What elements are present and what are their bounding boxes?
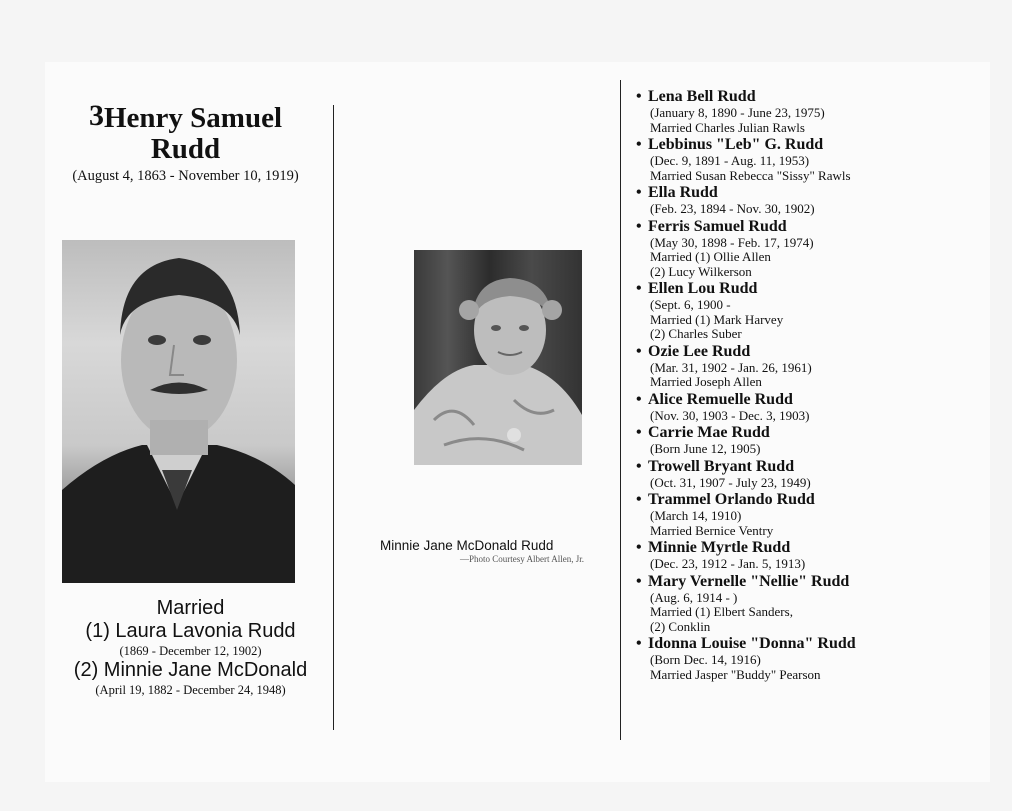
child-name-text: Lena Bell Rudd — [648, 88, 756, 105]
child-name-text: Trammel Orlando Rudd — [648, 491, 815, 508]
list-item — [636, 136, 936, 183]
child-name — [636, 491, 936, 509]
child-name-text: Minnie Myrtle Rudd — [648, 539, 791, 556]
child-detail: (Nov. 30, 1903 - Dec. 3, 1903) — [650, 407, 810, 423]
child-name — [636, 88, 936, 106]
child-name-text: Ferris Samuel Rudd — [648, 217, 787, 235]
spouse-1-dates: (1869 - December 12, 1902) — [119, 644, 262, 658]
child-name-text: Trowell Bryant Rudd — [648, 457, 795, 475]
child-name — [636, 136, 936, 154]
child-name-text: Ozie Lee Rudd — [648, 342, 751, 360]
list-item — [636, 539, 936, 572]
list-item — [636, 343, 936, 390]
child-detail: (Mar. 31, 1902 - Jan. 26, 1961) — [650, 359, 812, 375]
child-name-text: Mary Vernelle "Nellie" Rudd — [648, 572, 850, 590]
bullet-icon: • — [636, 217, 642, 235]
child-name — [636, 458, 936, 476]
children-list — [636, 88, 936, 683]
child-name — [636, 635, 936, 653]
child-detail: (Born Dec. 14, 1916) — [650, 652, 761, 667]
caption-credit: —Photo Courtesy Albert Allen, Jr. — [459, 554, 584, 564]
list-item — [636, 573, 936, 635]
list-item — [636, 391, 936, 424]
married-heading: Married — [156, 597, 225, 619]
child-name — [636, 539, 936, 557]
child-detail: (Aug. 6, 1914 - ) — [650, 589, 738, 605]
subject-dates: (August 4, 1863 - November 10, 1919) — [72, 168, 299, 184]
child-name-text: Ella Rudd — [648, 184, 718, 201]
child-detail: (Sept. 6, 1900 - — [650, 297, 731, 312]
bullet-icon: • — [636, 457, 642, 475]
bullet-icon: • — [636, 184, 642, 201]
child-name — [636, 184, 936, 202]
child-name — [636, 391, 936, 409]
child-detail: Married (1) Elbert Sanders, — [650, 604, 793, 619]
child-name — [636, 573, 936, 591]
child-detail: Married Charles Julian Rawls — [650, 119, 805, 135]
bullet-icon: • — [636, 491, 642, 508]
child-detail: Married (1) Ollie Allen — [650, 249, 771, 264]
child-name-text: Ellen Lou Rudd — [648, 280, 758, 297]
child-detail: (Born June 12, 1905) — [650, 441, 761, 456]
portrait-henry-illustration — [62, 240, 295, 583]
list-item — [636, 218, 936, 280]
child-name-text: Idonna Louise "Donna" Rudd — [648, 635, 856, 652]
bullet-icon: • — [636, 635, 642, 652]
column-divider-left — [333, 105, 334, 730]
list-item — [636, 458, 936, 491]
child-name-text: Lebbinus "Leb" G. Rudd — [648, 136, 824, 153]
child-name — [636, 218, 936, 236]
child-detail: (2) Charles Suber — [650, 326, 742, 341]
subject-name — [48, 100, 323, 165]
bullet-icon: • — [636, 572, 642, 590]
child-detail: (2) Conklin — [650, 618, 711, 634]
bullet-icon: • — [636, 136, 642, 153]
child-detail: (Oct. 31, 1907 - July 23, 1949) — [650, 474, 811, 490]
child-name — [636, 280, 936, 298]
list-item — [636, 635, 936, 682]
subject-header — [48, 100, 323, 185]
child-name — [636, 343, 936, 361]
subject-name-line1: Henry Samuel — [103, 102, 283, 134]
caption-name: Minnie Jane McDonald Rudd — [380, 538, 554, 553]
bullet-icon: • — [636, 88, 642, 105]
spouse-1-name: (1) Laura Lavonia Rudd — [85, 620, 296, 642]
bullet-icon: • — [636, 539, 642, 556]
list-item — [636, 184, 936, 217]
bullet-icon: • — [636, 424, 642, 441]
spouse-2-name: (2) Minnie Jane McDonald — [73, 659, 308, 681]
list-item — [636, 491, 936, 538]
child-detail: Married Jasper "Buddy" Pearson — [650, 666, 821, 682]
child-detail: (January 8, 1890 - June 23, 1975) — [650, 105, 825, 120]
subject-name-line2: Rudd — [150, 133, 221, 165]
child-detail: Married (1) Mark Harvey — [650, 311, 784, 327]
child-detail: (May 30, 1898 - Feb. 17, 1974) — [650, 234, 814, 250]
child-detail: (Feb. 23, 1894 - Nov. 30, 1902) — [650, 201, 815, 216]
photo-caption — [380, 538, 584, 564]
column-divider-right — [620, 80, 621, 740]
child-detail: (2) Lucy Wilkerson — [650, 263, 752, 279]
child-detail: Married Joseph Allen — [650, 374, 762, 389]
child-detail: Married Bernice Ventry — [650, 522, 774, 538]
child-name-text: Carrie Mae Rudd — [648, 424, 770, 441]
child-detail: (March 14, 1910) — [650, 508, 742, 523]
list-item — [636, 280, 936, 342]
child-detail: Married Susan Rebecca "Sissy" Rawls — [650, 167, 851, 183]
child-detail: (Dec. 9, 1891 - Aug. 11, 1953) — [650, 153, 810, 168]
bullet-icon: • — [636, 390, 642, 408]
bullet-icon: • — [636, 280, 642, 297]
portrait-photo-henry — [62, 240, 295, 583]
child-name-text: Alice Remuelle Rudd — [648, 390, 793, 408]
portrait-photo-minnie — [414, 250, 582, 465]
marriages — [48, 596, 333, 698]
list-item — [636, 424, 936, 457]
generation-number: 3 — [88, 99, 104, 132]
child-detail: (Dec. 23, 1912 - Jan. 5, 1913) — [650, 556, 806, 571]
child-name — [636, 424, 936, 442]
list-item — [636, 88, 936, 135]
spouse-2-dates: (April 19, 1882 - December 24, 1948) — [95, 683, 286, 697]
portrait-minnie-illustration — [414, 250, 582, 465]
bullet-icon: • — [636, 342, 642, 360]
